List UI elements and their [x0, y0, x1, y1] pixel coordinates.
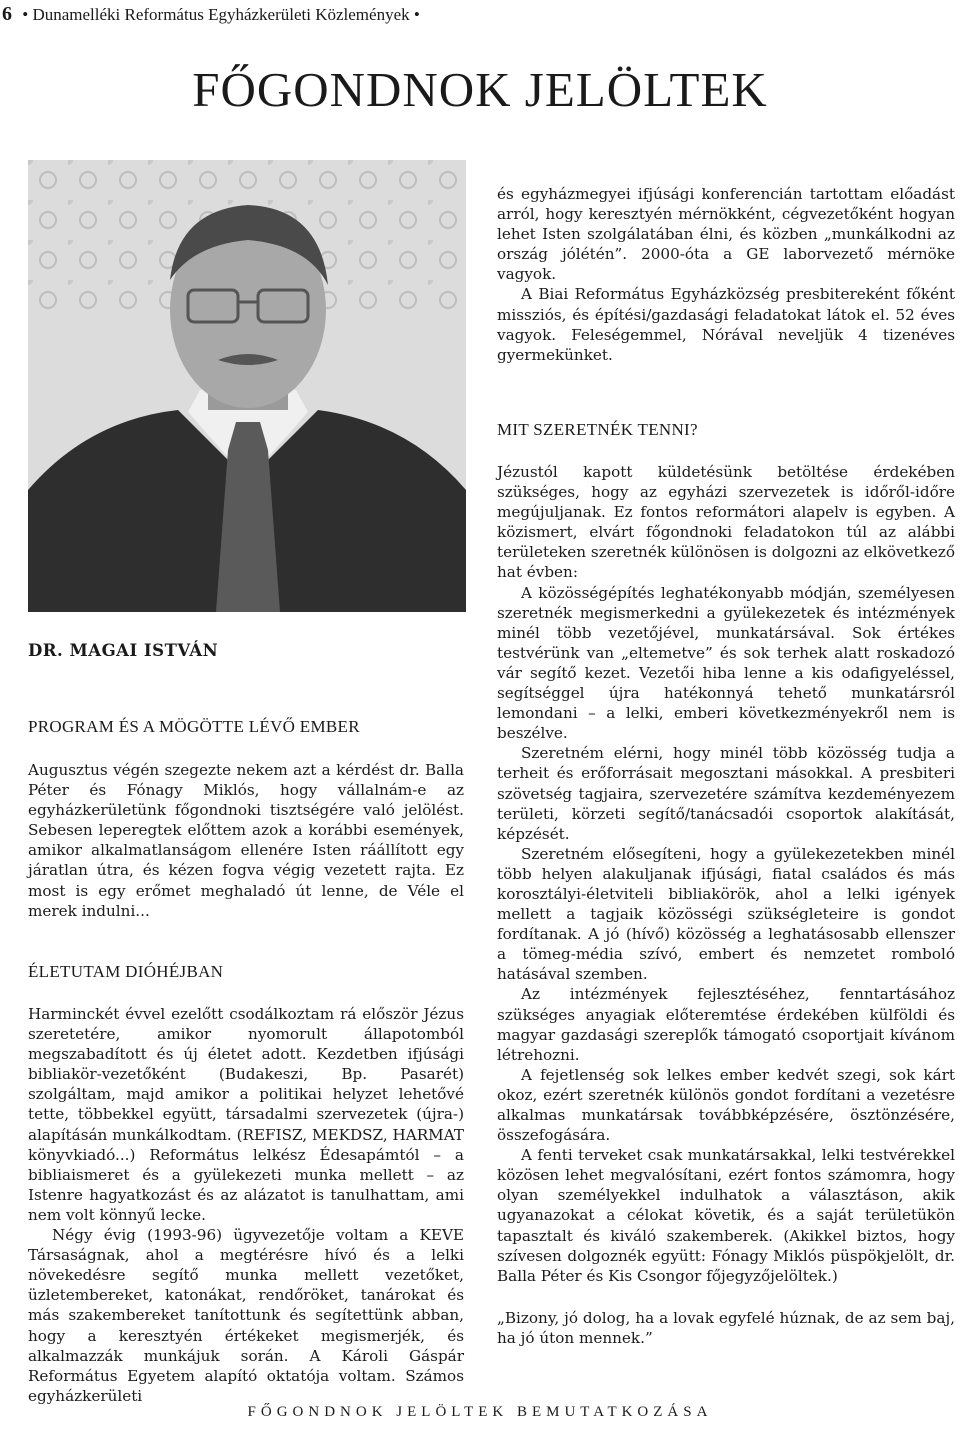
right-intro-block: [497, 184, 955, 365]
page-number: 6: [2, 3, 12, 25]
want-paragraph-4: Szeretném elősegíteni, hogy a gyülekezetekben minél több helyen alakuljanak ifjúsági, fiatal családos és más korosztályi-életviteli bibliakörök, ahol a lelki igények mellett a tagjaik közösségi szükségleteire is gondot fordítanak. A jó (hívő) közösség a leghatásosabb ellenszer a tömeg-média szívó, embert és nemzetet romboló hatásával szemben.: [497, 844, 955, 984]
candidate-name: DR. MAGAI ISTVÁN: [28, 641, 219, 660]
program-paragraph: Augusztus végén szegezte nekem azt a kérdést dr. Balla Péter és Fónagy Miklós, hogy vállalnám-e az egyházkerületünk főgondnoki tisztségére való jelölést. Sebesen leperegtek előttem azok a korábbi események, amikor alkalmatlanságom ellenére Isten ráállított egy járatlan útra, és kézen fogva végig vezetett rajta. Ez most is egy erőmet meghaladó út lenne, de Véle el merek indulni...: [28, 761, 464, 920]
want-paragraph-7: A fenti terveket csak munkatársakkal, lelki testvérekkel közösen lehet megvalósítani, ezért fontos számomra, hogy olyan személyekkel indulhatok a választáson, akik ugyanazokat a célokat követik, és a saját területükön tapasztalt és kiváló szakemberek. (Akikkel biztos, hogy szívesen dolgoznék együtt: Fónagy Miklós püspökjelölt, dr. Balla Péter és Kis Csongor főjegyzőjelöltek.): [497, 1146, 955, 1285]
want-paragraph-3: Szeretném elérni, hogy minél több közösség tudja a terheit és erőforrásait megosztani másokkal. A presbiteri szövetség tagjaira, szervezetére számítva kezdeményezem területi, körzeti segítő/tanácsadói csoportok alakítását, képzését.: [497, 744, 955, 843]
portrait-illustration: [28, 160, 466, 612]
program-heading: PROGRAM ÉS A MÖGÖTTE LÉVŐ EMBER: [28, 717, 360, 736]
publication-name: • Dunamelléki Református Egyházkerületi Közlemények •: [22, 5, 420, 24]
page-header: [2, 2, 942, 26]
life-paragraph-1: Harminckét évvel ezelőtt csodálkoztam rá először Jézus szeretetére, amikor nyomorult állapotomból megszabadított és új életet adott. Kezdetben ifjúsági bibliakör-vezetőként (Budakeszi, Bp. Pasarét) szolgáltam, majd amikor a politikai helyzet lehetővé tette, többekkel együtt, társadalmi szervezetek (újra-) alapításán munkálkodtam. (REFISZ, MEKDSZ, HARMAT könyvkiadó...) Református lelkész Édesapámtól – a bibliaismeret és a gyülekezeti munka mellett – az Istenre hagyatkozást és az alázatot is tanulhattam, ami nem volt könnyű lecke.: [28, 1005, 464, 1224]
want-paragraph-5: Az intézmények fejlesztéséhez, fenntartásához szükséges anyagiak előteremtése érdekében külföldi és magyar gazdasági szereplők támogató csoportjait kívánom létrehozni.: [497, 985, 955, 1064]
life-text-block: [28, 1004, 464, 1406]
want-paragraph-6: A fejetlenség sok lelkes ember kedvét szegi, sok kárt okoz, ezért szeretnék különös gondot fordítani a vezetésre alkalmas munkatársak továbbképzésére, ösztönzésére, összefogására.: [497, 1065, 955, 1145]
page-footer: FŐGONDNOK JELÖLTEK BEMUTATKOZÁSA: [247, 1404, 713, 1420]
want-heading: MIT SZERETNÉK TENNI?: [497, 420, 698, 439]
want-paragraph-1: Jézustól kapott küldetésünk betöltése érdekében szükséges, hogy az egyházi szervezetek is időről-időre megújuljanak. Ez fontos reformátori alapelv is egyben. A közismert, elvárt főgondnoki feladatokon túl az alábbi területeken szeretnék különösen is dolgozni az elkövetkező hat évben:: [497, 463, 955, 582]
page-title: FŐGONDNOK JELÖLTEK: [192, 62, 768, 117]
life-heading: ÉLETUTAM DIÓHÉJBAN: [28, 962, 224, 981]
right-paragraph-1: és egyházmegyei ifjúsági konferencián tartottam előadást arról, hogy keresztyén mérnökként, cégvezetőként hogyan lehet Isten szolgálatában élni, és közben „munkálkodni az ország jólétén”. 2000-óta a GE laborvezető mérnöke vagyok.: [497, 185, 955, 284]
want-text-block: [497, 462, 955, 1348]
candidate-portrait: [28, 160, 466, 612]
life-paragraph-2: Négy évig (1993-96) ügyvezetője voltam a KEVE Társaságnak, ahol a megtérésre hívó és a lelki növekedésre segítő munka mellett vezetőket, üzletembereket, katonákat, rendőröket, tanárokat és más szakembereket tanítottunk és segítettünk abban, hogy a keresztyén értékeket megismerjék, és alkalmazzák munkájuk során. A Károli Gáspár Református Egyetem alapító oktatója voltam. Számos egyházkerületi: [28, 1226, 464, 1405]
want-paragraph-2: A közösségépítés leghatékonyabb módján, személyesen szeretnék megismerkedni a gyülekezetek és intézmények minél több vezetőjével, munkatársával. Sok értékes testvérünk van „eltemetve” és sok terhek alatt roskadozó vár segítő kezet. Vezetői hiba lenne a kis odafigyeléssel, segítséggel újra hatékonnyá tehető munkatársról lemondani – a lelki, emberi következményekről nem is beszélve.: [497, 583, 955, 743]
closing-quote: „Bizony, jó dolog, ha a lovak egyfelé húznak, de az sem baj, ha jó úton mennek.”: [497, 1308, 955, 1347]
right-paragraph-2: A Biai Református Egyházközség presbitereként főként missziós, és építési/gazdasági feladatokat látok el. 52 éves vagyok. Feleségemmel, Nórával neveljük 4 tizenéves gyermekünket.: [497, 285, 955, 364]
program-text-block: [28, 760, 464, 921]
